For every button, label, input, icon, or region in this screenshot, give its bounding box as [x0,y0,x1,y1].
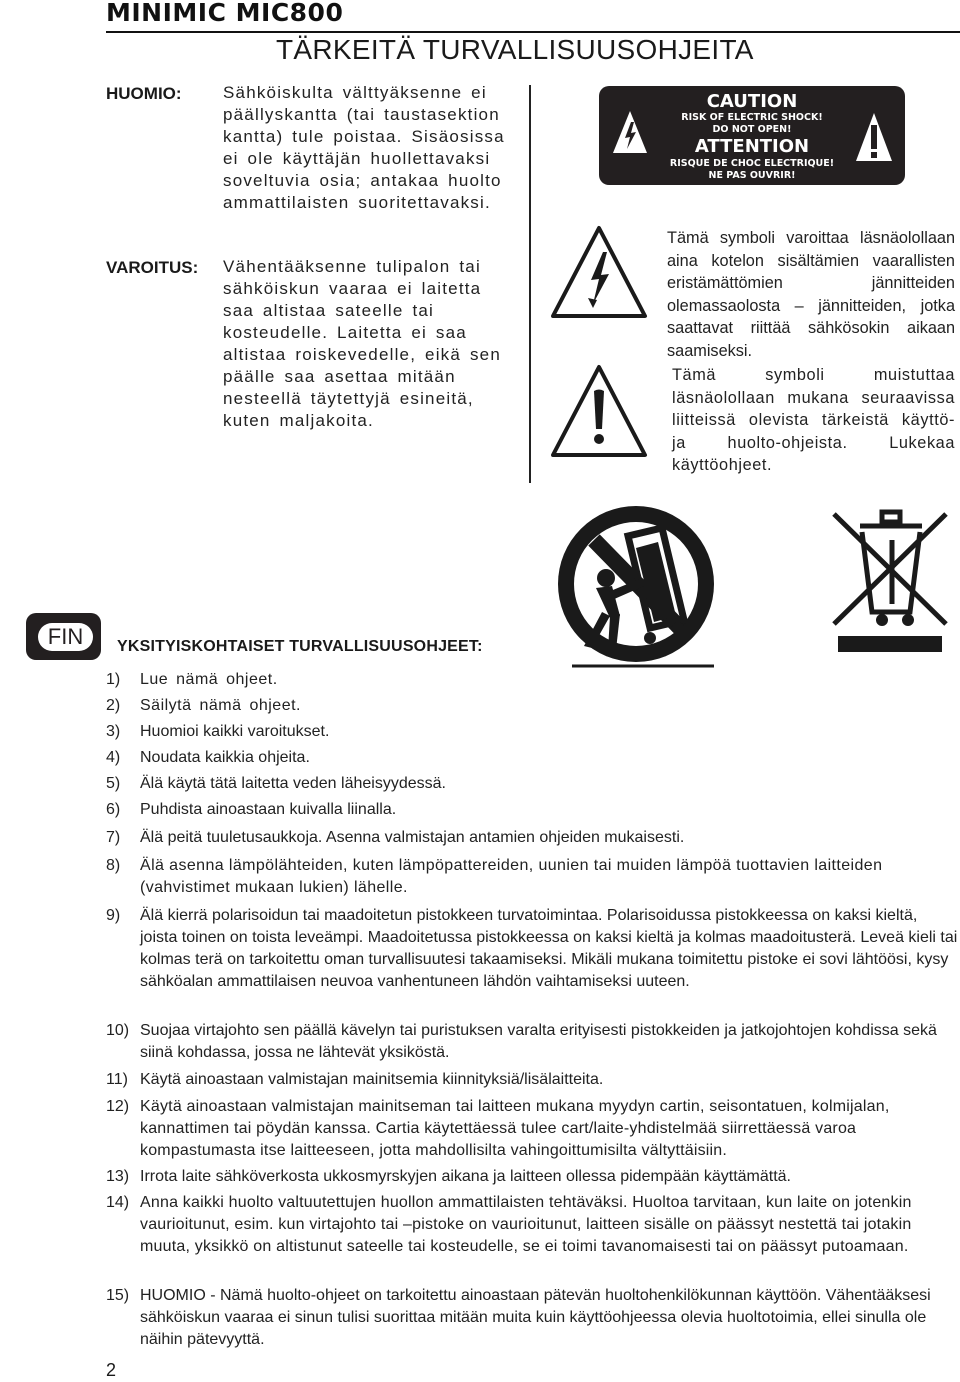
exclamation-symbol-text [672,364,955,477]
item-text: Käytä ainoastaan valmistajan mainitsemia kiinnityksiä/lisälaitteita. [140,1071,604,1088]
exclamation-icon [854,111,894,163]
item-number: 15) [106,1287,130,1304]
weee-disposal-icon [826,500,956,652]
page-title: TÄRKEITÄ TURVALLISUUSOHJEITA [276,34,754,65]
item-text: Suojaa virtajohto sen päällä kävelyn tai puristuksen varalta erityisesti pistokkeiden ja jatkojohtojen kohdissa sekä siinä kohdassa, jossa ne lähtevät yksiköstä. [140,1022,937,1061]
item-text: Noudata kaikkia ohjeita. [140,749,310,766]
language-code: FIN [38,623,93,651]
attention-line-1: RISQUE DE CHOC ELECTRIQUE! [669,158,835,169]
item-number: 13) [106,1168,130,1185]
header-rule [106,31,960,33]
section-heading: YKSITYISKOHTAISET TURVALLISUUSOHJEET: [117,638,483,655]
column-divider [529,85,531,483]
item-text: Huomioi kaikki varoitukset. [140,723,330,740]
attention-line-2: NE PAS OUVRIR! [708,170,796,181]
brand-title: MINIMIC MIC800 [106,0,344,27]
exclamation-warning-icon [547,361,651,461]
item-text: Irrota laite sähköverkosta ukkosmyrskyjen aikana ja laitteen ollessa pidempään käyttämättä. [140,1168,791,1185]
item-number: 7) [106,829,121,846]
notice-label: HUOMIO: [106,84,182,103]
item-number: 9) [106,907,121,924]
warning-label: VAROITUS: [106,258,199,277]
item-number: 1) [106,671,121,688]
item-number: 10) [106,1022,130,1039]
item-text: Älä peitä tuuletusaukkoja. Asenna valmistajan antamien ohjeiden mukaisesti. [140,829,685,846]
item-text: Säilytä nämä ohjeet. [140,697,301,714]
notice-text [223,82,515,214]
exclamation-symbol-body: Tämä symboli muistuttaa läsnäolollaan mukana seuraavissa liitteissä olevista tärkeistä käyttö- ja huolto-ohjeista. Lukekaa käyttöohjeet. [672,366,955,474]
item-number: 12) [106,1098,130,1115]
item-number: 3) [106,723,121,740]
item-number: 2) [106,697,121,714]
item-text: HUOMIO - Nämä huolto-ohjeet on tarkoitettu ainoastaan pätevän huoltohenkilökunnan käyttöön. Vähentääksesi sähköiskun vaaraa ei sinun tulisi suorittaa mitään muita kuin käyttöohjeessa olevia huoltotoimia, ellei sinulla ole näihin pätevyyttä. [140,1287,931,1348]
item-number: 6) [106,801,121,818]
caution-line-1: RISK OF ELECTRIC SHOCK! [681,112,823,123]
lightning-warning-icon [547,222,651,322]
caution-heading: CAUTION [706,91,798,112]
item-number: 11) [106,1071,128,1088]
bolt-symbol-text: Tämä symboli varoittaa läsnäolollaan aina kotelon sisältämien vaarallisten eristämättömien jännitteiden olemassaolosta – jännitteiden, jotka saattavat riittää sähkösokin aikaan saamiseksi. [667,229,955,360]
item-number: 14) [106,1194,130,1211]
item-text: Lue nämä ohjeet. [140,671,278,688]
language-badge [26,613,101,660]
item-number: 8) [106,857,121,874]
cart-tipover-warning-icon [546,500,726,670]
item-text: Anna kaikki huolto valtuutettujen huollon ammattilaisten tehtäväksi. Huoltoa tarvitaan, kun laite on jotenkin vaurioitunut, esim. kun virtajohto tai –pistoke on vaurioitunut, laitteen sisälle on päässyt nestettä tai jotakin muuta, yksikkö on altistunut sateelle tai kosteudelle, se ei toimi tavanomaisesti tai on päässyt putoamaan. [140,1194,912,1255]
item-number: 4) [106,749,121,766]
caution-line-2: DO NOT OPEN! [712,124,792,135]
item-text: Älä asenna lämpölähteiden, kuten lämpöpattereiden, uunien tai muiden lämpöä tuottavien laitteiden (vahvistimet mukaan lukien) lähelle. [140,857,883,896]
item-text: Älä kierrä polarisoidun tai maadoitetun pistokkeen turvatoimintaa. Polarisoidussa pistokkeessa on kaksi kieltä, joista toinen on toista leveämpi. Maadoitetussa pistokkeessa on kaksi kieltä ja kolmas maadoitusterä. Leveä kieli tai kolmas terä on tarkoitettu oman turvallisuutesi takaamiseksi. Mikäli mukana toimitettu pistoke ei sovi lähtöösi, kysy sähköalan ammattilaisen neuvoa vanhentuneen lähdön vaihtamiseksi uuteen. [140,907,958,990]
caution-label [599,86,905,185]
item-number: 5) [106,775,121,792]
attention-heading: ATTENTION [694,136,810,157]
page-number: 2 [106,1360,117,1380]
warning-text [223,256,515,432]
item-text: Käytä ainoastaan valmistajan mainitseman tai laitteen mukana myydyn cartin, seisontatuen, kolmijalan, kannattimen tai pöydän kanssa. Cartia käytettäessä tulee cart/laite-yhdistelmää siirrettäessä varoa kompastumasta itse laitteeseen, jotta mahdollisilta vahingoittumisilta vältyttäisiin. [140,1098,890,1159]
warning-body: Vähentääksenne tulipalon tai sähköiskun vaaraa ei laitetta saa altistaa sateelle tai kosteudelle. Laitetta ei saa altistaa roiskevedelle, eikä sen päälle saa asettaa mitään nesteellä täytettyjä esineitä, kuten maljakoita. [223,257,501,430]
notice-body: Sähköiskulta välttyäksenne ei päällyskantta (tai taustasektion kantta) tule poistaa. Sisäosissa ei ole käyttäjän huollettavaksi soveltuvia osia; antakaa huolto ammattilaisten suoritettavaksi. [223,83,505,212]
item-text: Puhdista ainoastaan kuivalla liinalla. [140,801,397,818]
item-text: Älä käytä tätä laitetta veden läheisyydessä. [140,775,446,792]
